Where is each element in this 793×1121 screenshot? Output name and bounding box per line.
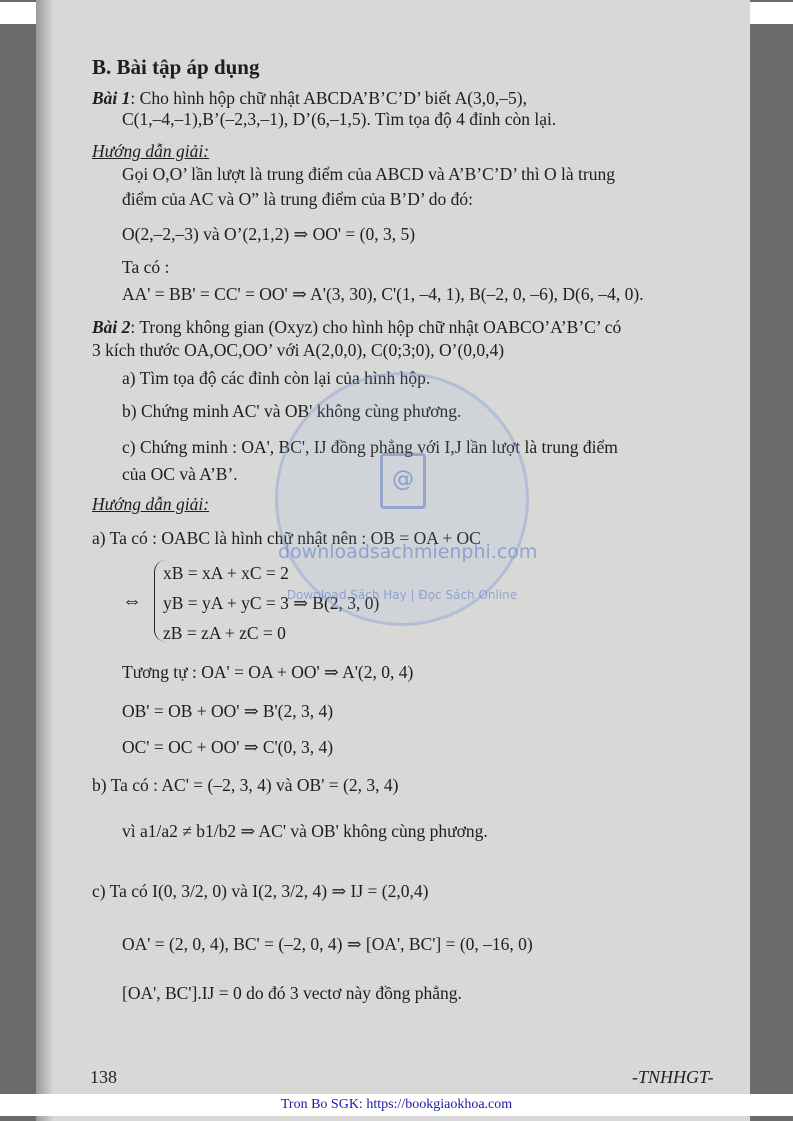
bai2-label: Bài 2 (92, 317, 131, 337)
bai2-line2: 3 kích thước OA,OC,OO’ với A(2,0,0), C(0;3;0), O’(0,0,4) (92, 340, 505, 360)
bai1-label: Bài 1 (92, 88, 131, 108)
bai2-text: : Trong không gian (Oxyz) cho hình hộp chữ nhật OABCO’A’B’C’ có (130, 317, 622, 337)
bai1-g5: AA' = BB' = CC' = OO' ⇒ A'(3, 30), C'(1, –4, 1), B(–2, 0, –6), D(6, –4, 0). (122, 284, 644, 304)
book-at-icon: @ (380, 453, 426, 509)
bai1-g4: Ta có : (122, 257, 170, 277)
bai1-g3: O(2,–2,–3) và O’(2,1,2) ⇒ OO' = (0, 3, 5) (122, 224, 416, 244)
bai1-line2: C(1,–4,–1),B’(–2,3,–1), D’(6,–1,5). Tìm tọa độ 4 đỉnh còn lại. (122, 109, 557, 129)
bai1-text: : Cho hình hộp chữ nhật ABCDA’B’C’D’ biết A(3,0,–5), (130, 88, 527, 108)
sys-line1: xB = xA + xC = 2 (163, 563, 289, 583)
bai2-a2: Tương tự : OA' = OA + OO' ⇒ A'(2, 0, 4) (122, 662, 414, 682)
bai1-line1 (92, 87, 527, 109)
footer-link[interactable]: Tron Bo SGK: https://bookgiaokhoa.com (0, 1094, 793, 1116)
watermark-seal (275, 372, 538, 626)
sys-line3: zB = zA + zC = 0 (163, 623, 286, 643)
bai2-c1: c) Ta có I(0, 3/2, 0) và I(2, 3/2, 4) ⇒ IJ = (2,0,4) (92, 881, 429, 901)
equivalence-arrow: ⇔ (122, 590, 142, 612)
bai2-qa: a) Tìm tọa độ các đỉnh còn lại của hình hộp. (122, 368, 431, 388)
bai1-g2: điểm của AC và O” là trung điểm của B’D’ do đó: (122, 189, 474, 209)
section-title: B. Bài tập áp dụng (92, 55, 260, 79)
publisher-tag: -TNHHGT- (632, 1067, 714, 1087)
bai2-guide-label: Hướng dẫn giải: (92, 494, 210, 514)
bai1-g1: Gọi O,O’ lần lượt là trung điểm của ABCD và A’B’C’D’ thì O là trung (122, 164, 615, 184)
bai2-a3: OB' = OB + OO' ⇒ B'(2, 3, 4) (122, 701, 334, 721)
sys-line2: yB = yA + yC = 3 ⇒ B(2, 3, 0) (163, 593, 380, 613)
bai2-a1: a) Ta có : OABC là hình chữ nhật nên : OB = OA + OC (92, 528, 481, 548)
bai2-a4: OC' = OC + OO' ⇒ C'(0, 3, 4) (122, 737, 334, 757)
watermark-tagline: Download Sách Hay | Đọc Sách Online (286, 588, 518, 602)
bai2-line1 (92, 316, 621, 338)
bai2-c3: [OA', BC'].IJ = 0 do đó 3 vectơ này đồng phẳng. (122, 983, 462, 1003)
bai2-b1: b) Ta có : AC' = (–2, 3, 4) và OB' = (2, 3, 4) (92, 775, 399, 795)
bai2-qc1: c) Chứng minh : OA', BC', IJ đồng phẳng với I,J lần lượt là trung điểm (122, 437, 618, 457)
bai2-c2: OA' = (2, 0, 4), BC' = (–2, 0, 4) ⇒ [OA', BC'] = (0, –16, 0) (122, 934, 533, 954)
watermark-site: downloadsachmienphi.com (278, 541, 538, 563)
bai2-qc2: của OC và A’B’. (122, 464, 238, 484)
bai2-qb: b) Chứng minh AC' và OB' không cùng phương. (122, 401, 462, 421)
bai1-guide-label: Hướng dẫn giải: (92, 141, 210, 161)
page-number: 138 (90, 1067, 117, 1087)
bai2-b2: vì a1/a2 ≠ b1/b2 ⇒ AC' và OB' không cùng phương. (122, 821, 488, 841)
